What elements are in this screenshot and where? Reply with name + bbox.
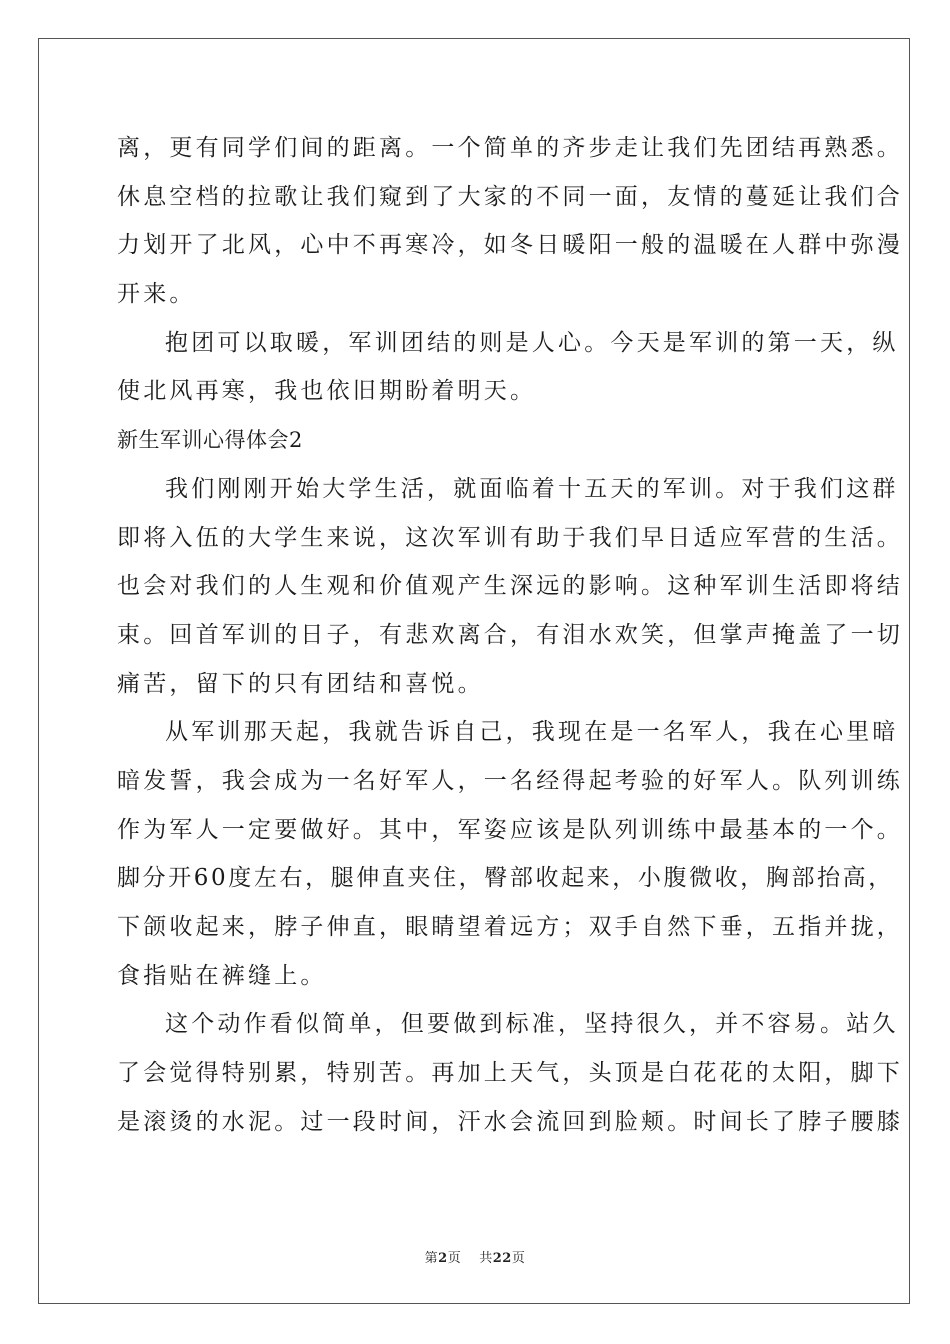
section-heading: 新生军训心得体会2 (117, 428, 303, 453)
text-line: 食指贴在裤缝上。 (117, 962, 327, 989)
text-line: 力划开了北风，心中不再寒冷，如冬日暖阳一般的温暖在人群中弥漫 (117, 232, 903, 259)
page-number: 第2页 (424, 1251, 462, 1266)
text-line: 使北风再寒，我也依旧期盼着明天。 (117, 378, 537, 405)
text-line: 作为军人一定要做好。其中，军姿应该是队列训练中最基本的一个。 (117, 816, 903, 843)
text-line: 也会对我们的人生观和价值观产生深远的影响。这种军训生活即将结 (117, 573, 903, 600)
page-footer (0, 1247, 950, 1266)
text-line: 抱团可以取暖，军训团结的则是人心。今天是军训的第一天，纵 (165, 329, 899, 356)
text-line: 我们刚刚开始大学生活，就面临着十五天的军训。对于我们这群 (165, 475, 899, 502)
text-line: 休息空档的拉歌让我们窥到了大家的不同一面，友情的蔓延让我们合 (117, 183, 903, 210)
text-line: 痛苦，留下的只有团结和喜悦。 (117, 670, 484, 697)
text-line: 即将入伍的大学生来说，这次军训有助于我们早日适应军营的生活。 (117, 524, 903, 551)
text-line: 暗发誓，我会成为一名好军人，一名经得起考验的好军人。队列训练 (117, 767, 903, 794)
text-line: 从军训那天起，我就告诉自己，我现在是一名军人，我在心里暗 (165, 719, 899, 746)
text-line: 束。回首军训的日子，有悲欢离合，有泪水欢笑，但掌声掩盖了一切 (117, 621, 903, 648)
text-line: 开来。 (117, 281, 196, 308)
text-line: 是滚烫的水泥。过一段时间，汗水会流回到脸颊。时间长了脖子腰膝 (117, 1108, 903, 1135)
text-line: 了会觉得特别累，特别苦。再加上天气，头顶是白花花的太阳，脚下 (117, 1060, 903, 1087)
total-pages: 共22页 (479, 1251, 526, 1266)
text-line: 脚分开60度左右，腿伸直夹住，臀部收起来，小腹微收，胸部抬高， (117, 865, 894, 892)
text-line: 这个动作看似简单，但要做到标准，坚持很久，并不容易。站久 (165, 1011, 899, 1038)
text-line: 离，更有同学们间的距离。一个简单的齐步走让我们先团结再熟悉。 (117, 135, 903, 161)
text-line: 下颌收起来，脖子伸直，眼睛望着远方；双手自然下垂，五指并拢， (117, 914, 903, 940)
document-body (117, 124, 903, 1146)
